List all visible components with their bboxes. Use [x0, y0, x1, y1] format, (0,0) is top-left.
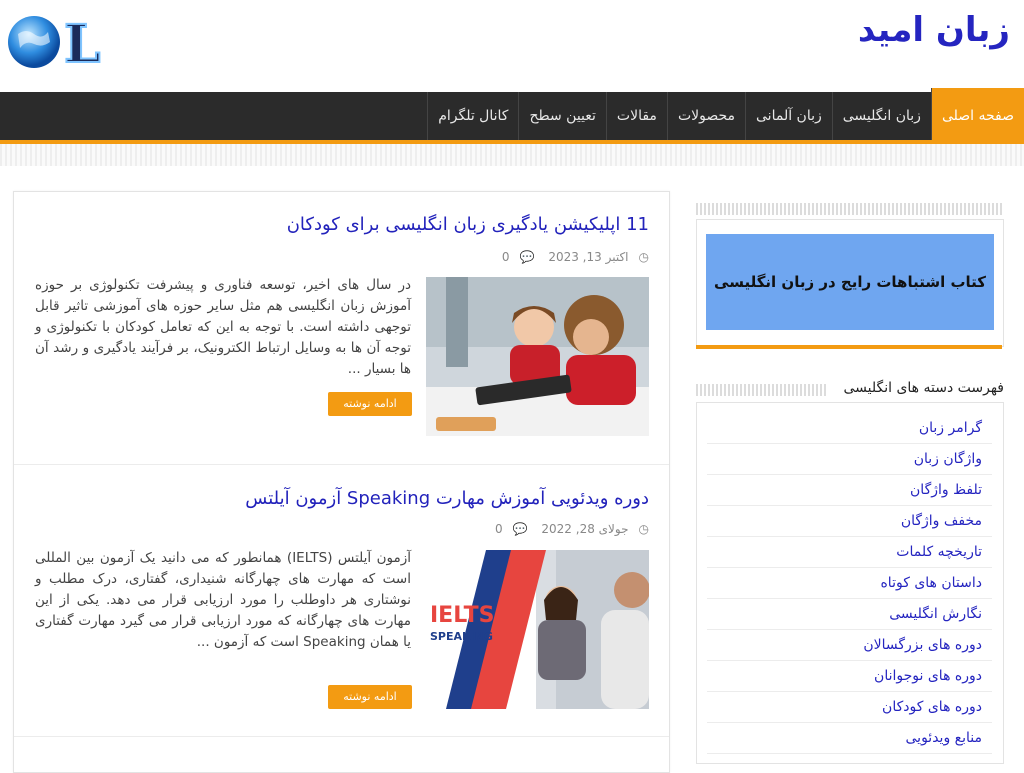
category-link[interactable]: داستان های کوتاه — [707, 568, 992, 599]
thumb-speaking-text: SPEAKING — [430, 630, 493, 643]
comment-icon: 💬 — [512, 522, 528, 536]
post-date: جولای 28, 2022 — [541, 522, 629, 536]
nav-item-articles[interactable]: مقالات — [606, 92, 667, 140]
category-link[interactable]: گرامر زبان — [707, 413, 992, 444]
sidebar-stripe — [696, 203, 1002, 215]
nav-item-products[interactable]: محصولات — [667, 92, 745, 140]
read-more-button[interactable]: ادامه نوشته — [328, 685, 412, 709]
category-link[interactable]: تلفظ واژگان — [707, 475, 992, 506]
main-nav — [0, 92, 1024, 140]
category-link[interactable]: مخفف واژگان — [707, 506, 992, 537]
post-divider — [14, 464, 669, 465]
category-link[interactable]: نگارش انگلیسی — [707, 599, 992, 630]
post-meta — [492, 250, 649, 264]
post-title[interactable]: 11 اپلیکیشن یادگیری زبان انگلیسی برای کودکان — [286, 214, 649, 235]
site-title[interactable]: زبان امید — [857, 10, 1010, 50]
category-link[interactable]: تاریخچه کلمات — [707, 537, 992, 568]
post-divider — [14, 736, 669, 737]
stripe-band — [0, 144, 1024, 166]
category-link[interactable]: دوره های نوجوانان — [707, 661, 992, 692]
post-date: اکتبر 13, 2023 — [548, 250, 629, 264]
post-excerpt: در سال های اخیر، توسعه فناوری و پیشرفت تکنولوژی بر حوزه آموزش زبان انگلیسی هم مثل سایر حوزه های آموزشی تاثیر قابل توجهی داشته است. با توجه به این که تعامل کودکان با تکنولوژی و توجه آن ها به وسایل ارتباط الکترونیک، بر فرآیند یادگیری و رشد آن ها بسیار ... — [35, 277, 411, 377]
read-more-button[interactable]: ادامه نوشته — [328, 392, 412, 416]
sidebar-ad-box — [696, 219, 1004, 347]
category-link[interactable]: دوره های کودکان — [707, 692, 992, 723]
nav-item-telegram[interactable]: کانال تلگرام — [427, 92, 518, 140]
site-logo[interactable] — [8, 12, 103, 72]
thumb-ielts-text: IELTS — [430, 603, 495, 628]
categories-list — [696, 402, 1004, 764]
post-thumbnail[interactable] — [426, 550, 649, 709]
post-meta — [485, 522, 649, 536]
site-header — [0, 0, 1024, 92]
logo-letter: L — [64, 14, 101, 72]
post-excerpt: آزمون آیلتس (IELTS) همانطور که می دانید یک آزمون بین المللی است که مهارت های چهارگانه شنیداری، گفتاری، درک مطلب و نوشتاری هر داوطلب را مورد ارزیابی قرار می دهد. یکی از این مهارت های چهارگانه که مورد ارزیابی قرار می گیرد مهارت گفتاری یا همان Speaking است که آزمون ... — [35, 550, 411, 650]
posts-column — [13, 191, 670, 773]
post-thumbnail[interactable] — [426, 277, 649, 436]
clock-icon: ◷ — [638, 250, 649, 264]
nav-item-german[interactable]: زبان آلمانی — [745, 92, 832, 140]
nav-item-home[interactable]: صفحه اصلی — [931, 88, 1024, 140]
category-link[interactable]: واژگان زبان — [707, 444, 992, 475]
categories-title: فهرست دسته های انگلیسی — [837, 380, 1004, 396]
nav-item-level-test[interactable]: تعیین سطح — [518, 92, 605, 140]
category-link[interactable]: دوره های بزرگسالان — [707, 630, 992, 661]
category-link[interactable]: منابع ویدئویی — [707, 723, 992, 754]
clock-icon: ◷ — [638, 522, 649, 536]
sidebar-stripe — [696, 384, 826, 396]
comment-icon: 💬 — [519, 250, 535, 264]
post-title[interactable]: دوره ویدئویی آموزش مهارت Speaking آزمون آیلتس — [245, 488, 649, 509]
book-ad-banner[interactable]: کتاب اشتباهات رایج در زبان انگلیسی — [706, 234, 994, 330]
ad-accent-bar — [696, 345, 1002, 349]
comment-count[interactable]: 0 — [501, 250, 510, 264]
nav-item-english[interactable]: زبان انگلیسی — [832, 92, 931, 140]
comment-count[interactable]: 0 — [494, 522, 503, 536]
